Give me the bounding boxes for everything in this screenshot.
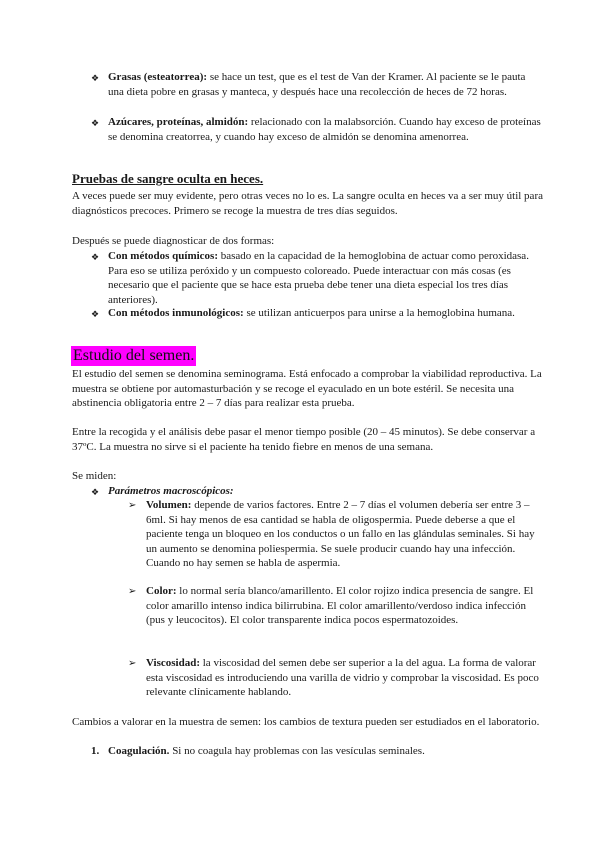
paragraph-semen-2: Entre la recogida y el análisis debe pasar el menor tiempo posible (20 – 45 minutos). Se debe conservar a 37ºC. La muestra no sirve si el paciente ha tenido fiebre en menos de una semana. — [72, 426, 536, 453]
term-color: Color: — [146, 585, 177, 597]
arrow-bullet-icon: ➢ — [128, 658, 137, 669]
paragraph-cambios: Cambios a valorar en la muestra de semen: los cambios de textura pueden ser estudiados en el laboratorio. — [72, 716, 540, 728]
text-viscosidad: la viscosidad del semen debe ser superior a la del agua. La forma de valorar esta viscosidad es introduciendo una varilla de vidrio y comprobar la viscosidad. Es poco relevante clínicamente hablando. — [146, 657, 539, 699]
text-color: lo normal sería blanco/amarillento. El color rojizo indica presencia de sangre. El color amarillo intenso indica bilirrubina. El color amarillento/verdoso indica infección (pus y leucocitos). El color transparente indica pocos espermatozoides. — [146, 585, 534, 627]
list-item-viscosidad — [146, 656, 544, 700]
text-quimicos: basado en la capacidad de la hemoglobina de actuar como peroxidasa. Para eso se utiliza peróxido y un compuesto coloreado. Puede interactuar con más cosas (es necesario que el paciente que se hace esta prueba debe tener una dieta especial los tres días anteriores). — [108, 250, 529, 306]
term-inmunologicos: Con métodos inmunológicos: — [108, 307, 244, 319]
list-item-volumen — [146, 498, 544, 571]
diamond-bullet-icon: ❖ — [91, 119, 100, 129]
list-item-grasas — [108, 70, 544, 99]
heading-estudio-semen: Estudio del semen. — [73, 347, 195, 364]
list-item-quimicos — [108, 249, 544, 307]
list-item-color — [146, 584, 544, 628]
list-number: 1. — [91, 745, 100, 757]
paragraph-formas: Después se puede diagnosticar de dos formas: — [72, 235, 275, 247]
list-item-inmunologicos — [108, 306, 544, 321]
paragraph-sangre-intro: A veces puede ser muy evidente, pero otras veces no lo es. La sangre oculta en heces va a ser muy útil para diagnósticos precoces. Primero se recoge la muestra de tres días seguidos. — [72, 190, 543, 217]
text-inmunologicos: se utilizan anticuerpos para unirse a la hemoglobina humana. — [243, 307, 515, 319]
paragraph-semen-1: El estudio del semen se denomina seminograma. Está enfocado a comprobar la viabilidad reproductiva. La muestra se obtiene por automasturbación y se recoge el eyaculado en un bote estéril. Se necesita una abstinencia obligatoria entre 2 – 7 días para realizar esta prueba. — [72, 368, 542, 410]
term-grasas: Grasas (esteatorrea): — [108, 71, 208, 83]
text-grasas: se hace un test, que es el test de Van der Kramer. Al paciente se le pauta una dieta pobre en grasas y manteca, y después hace una recolección de heces de 72 horas. — [108, 71, 526, 98]
text-volumen: depende de varios factores. Entre 2 – 7 días el volumen debería ser entre 3 – 6ml. Si hay menos de esa cantidad se habla de oligospermia. Puede deberse a que el paciente tenga un bloqueo en los conductos o un fallo en las glándulas seminales. Si hay un aumento se denomina poliespermia. Se suele producir cuando hay una infección. Cuando no hay semen se habla de aspermia. — [146, 499, 535, 570]
paragraph-se-miden: Se miden: — [72, 470, 117, 482]
diamond-bullet-icon: ❖ — [91, 488, 100, 498]
term-azucares: Azúcares, proteínas, almidón: — [108, 116, 249, 128]
term-viscosidad: Viscosidad: — [146, 657, 200, 669]
diamond-bullet-icon: ❖ — [91, 310, 100, 320]
diamond-bullet-icon: ❖ — [91, 253, 100, 263]
term-quimicos: Con métodos químicos: — [108, 250, 219, 262]
arrow-bullet-icon: ➢ — [128, 586, 137, 597]
text-azucares: relacionado con la malabsorción. Cuando hay exceso de proteínas se denomina creatorrea, y cuando hay exceso de almidón se denomina amenorrea. — [108, 116, 541, 143]
diamond-bullet-icon: ❖ — [91, 74, 100, 84]
heading-sangre-oculta: Pruebas de sangre oculta en heces. — [72, 171, 264, 186]
term-macroscopicos: Parámetros macroscópicos: — [108, 485, 234, 497]
list-item-azucares — [108, 115, 544, 144]
text-coagulacion: Si no coagula hay problemas con las vesículas seminales. — [169, 745, 425, 757]
arrow-bullet-icon: ➢ — [128, 500, 137, 511]
term-volumen: Volumen: — [146, 499, 192, 511]
list-item-coagulacion — [108, 744, 544, 759]
term-coagulacion: Coagulación. — [108, 745, 170, 757]
list-item-macroscopicos — [108, 484, 544, 499]
